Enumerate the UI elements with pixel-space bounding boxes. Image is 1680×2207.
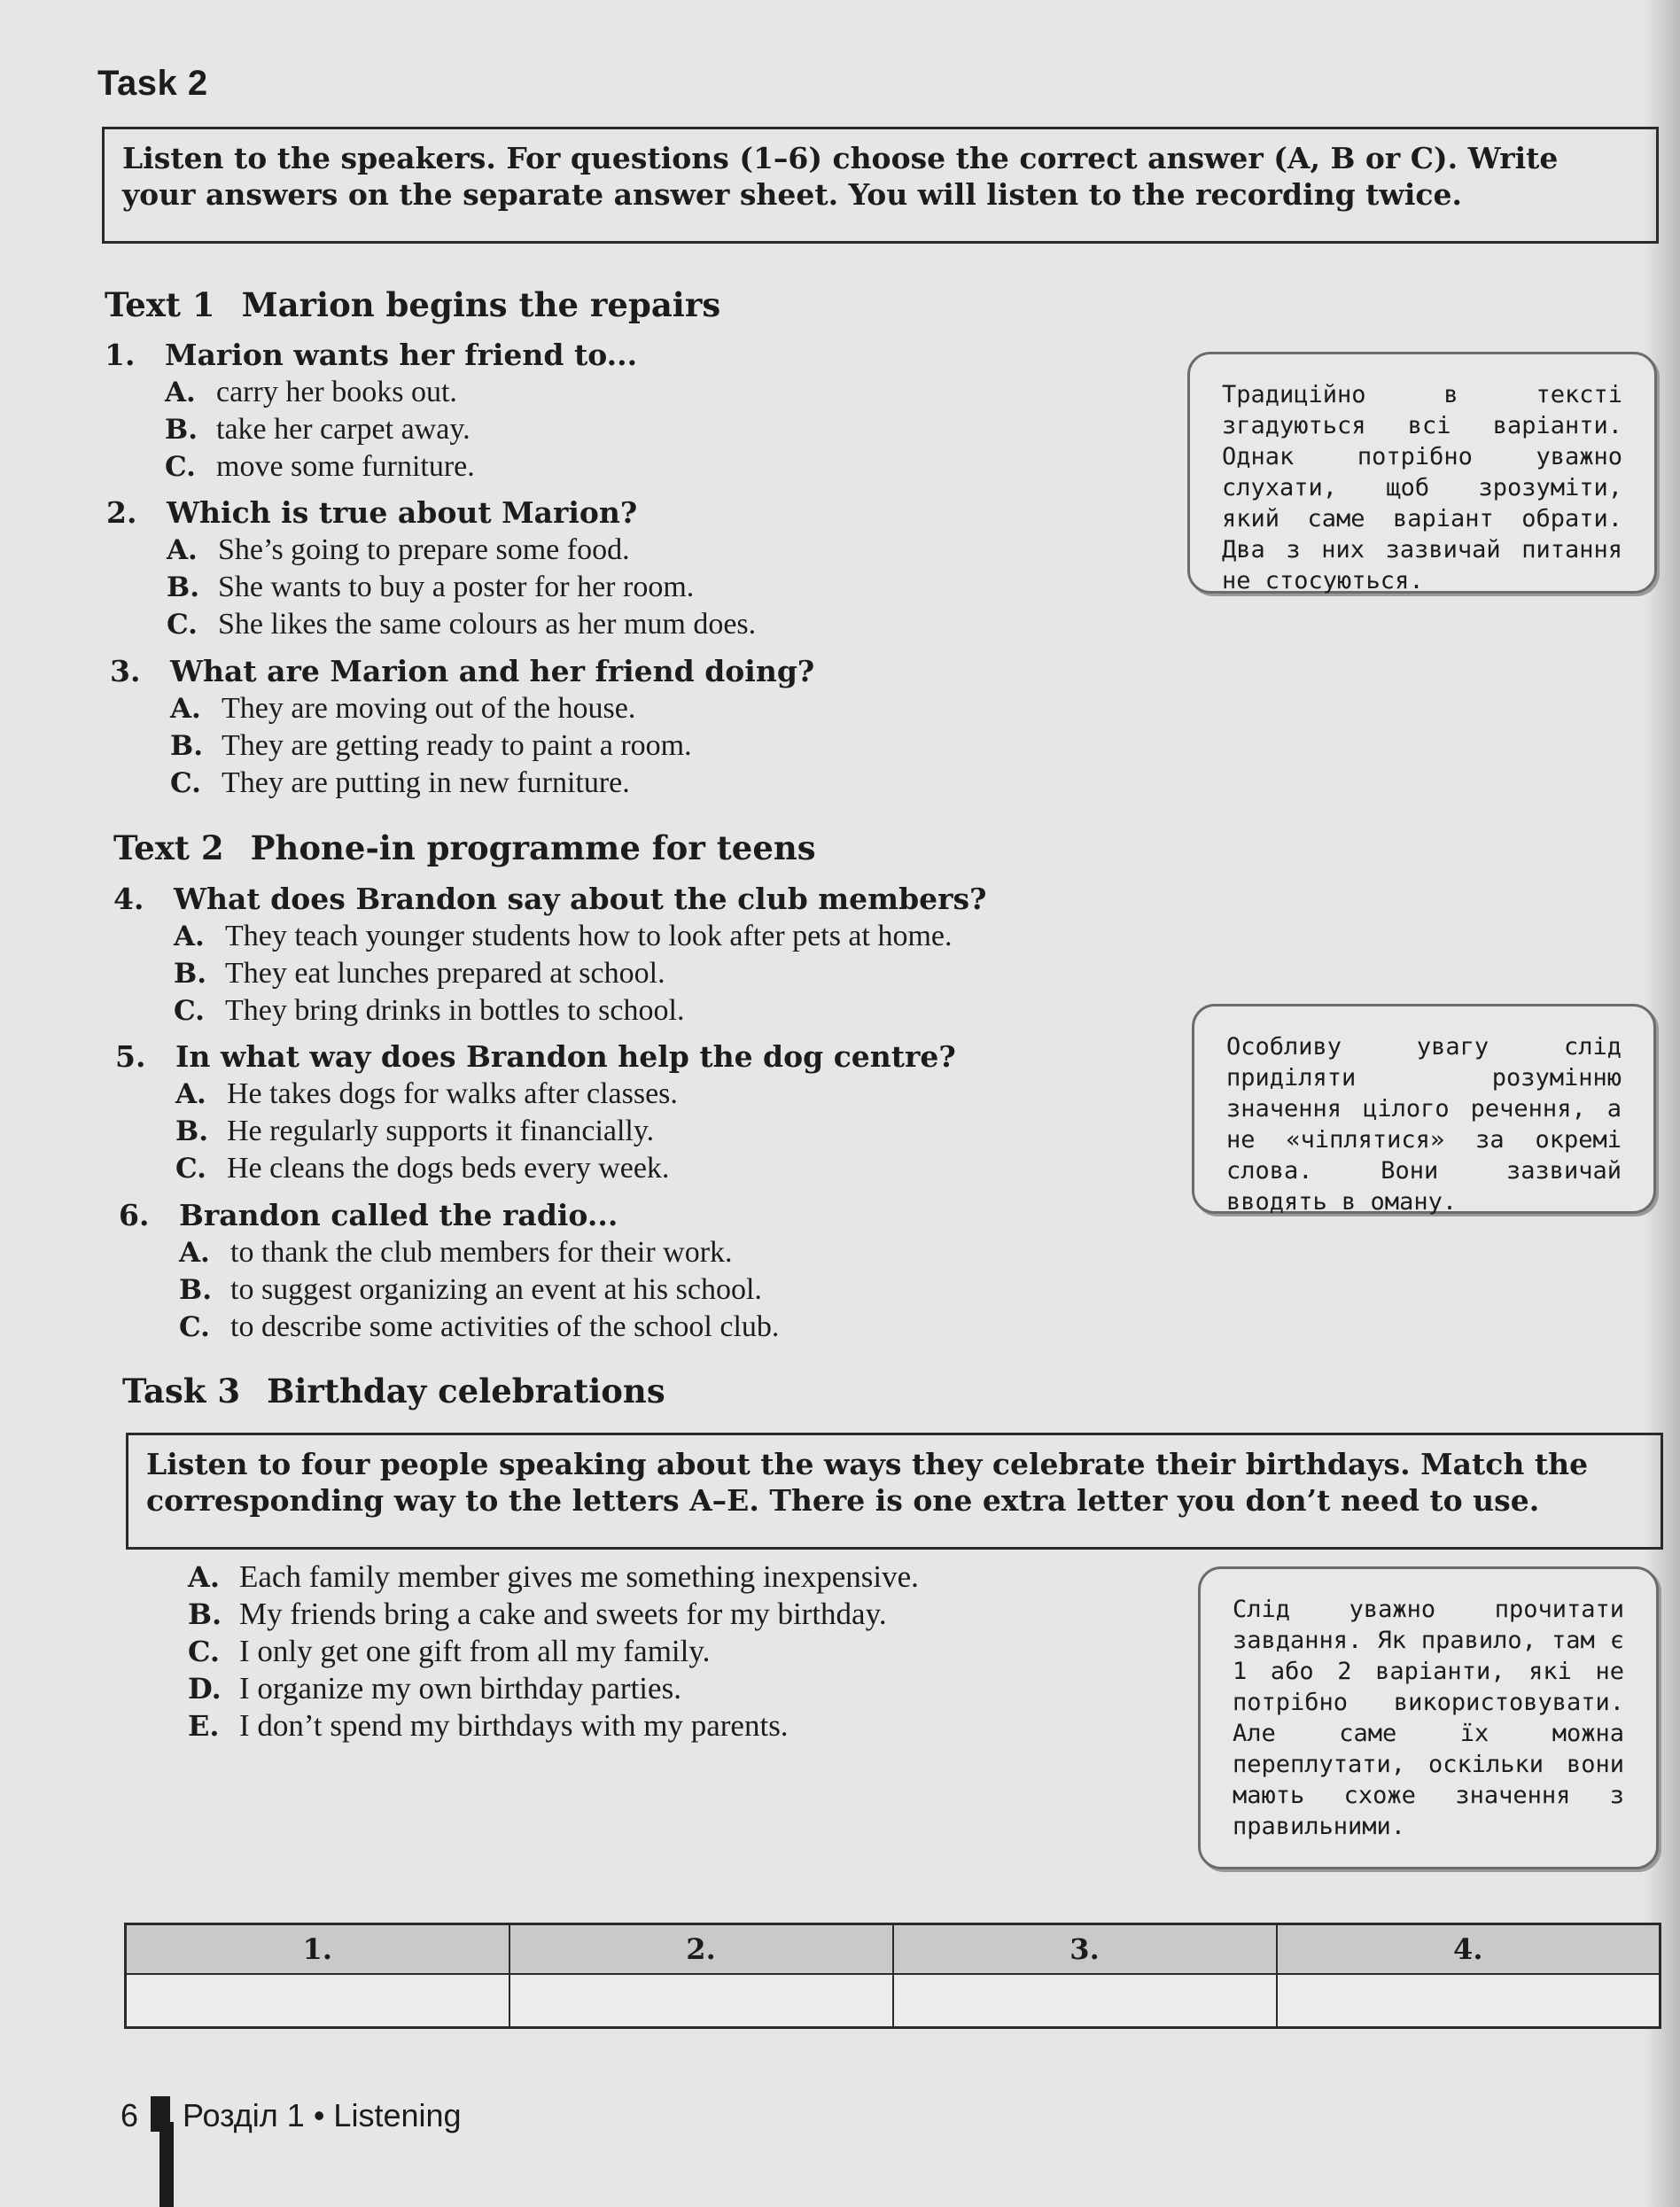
question-5 [115, 1038, 956, 1187]
tip-text: Особливу увагу слід приділяти розумінню значення цілого речення, а не «чіплятися» за окремі слова. Вони зазвичай вводять в оману. [1226, 1033, 1622, 1216]
answer-header-3: 3. [893, 1924, 1277, 1975]
question-stem [110, 653, 814, 690]
question-stem [119, 1197, 779, 1234]
question-number: 1. [105, 338, 136, 372]
task3-instruction-box [126, 1433, 1663, 1550]
answer-header-1: 1. [126, 1924, 509, 1975]
task2-title: Task 2 [97, 64, 208, 103]
question-text: Which is true about Marion? [167, 495, 638, 530]
binding-edge-mark [159, 2122, 174, 2207]
option-a: A. to thank the club members for their work. [179, 1236, 733, 1269]
question-number: 4. [113, 882, 144, 916]
option-a: A. They teach younger students how to look after pets at home. [174, 920, 953, 952]
tip-box-1 [1187, 352, 1657, 594]
question-text: What are Marion and her friend doing? [170, 654, 815, 688]
text2-number: Text 2 [113, 828, 224, 867]
text1-number: Text 1 [105, 285, 215, 324]
question-text: Marion wants her friend to... [165, 338, 638, 372]
task3-title: Birthday celebrations [267, 1372, 665, 1410]
question-number: 2. [106, 495, 137, 530]
question-6 [119, 1197, 779, 1346]
task3-instruction-text: Listen to four people speaking about the ways they celebrate their birthdays. Match the corresponding way to the letters A–E. There is one extra letter you don’t need to use. [146, 1447, 1589, 1518]
question-stem [115, 1038, 956, 1076]
option-c: C. They are putting in new furniture. [170, 766, 630, 799]
task2-instruction-text: Listen to the speakers. For questions (1–6) choose the correct answer (A, B or C). Write your answers on the separate answer sheet. You will listen to the recording twice. [122, 141, 1559, 212]
option-a: A. He takes dogs for walks after classes. [175, 1077, 678, 1110]
text2-title: Phone-in programme for teens [250, 828, 816, 867]
question-number: 5. [115, 1039, 146, 1074]
question-2 [106, 494, 756, 643]
tip-text: Слід уважно прочитати завдання. Як правило, там є 1 або 2 варіанти, які не потрібно використовувати. Але саме їх можна переплутати, оскільки вони мають схоже значення з правильними. [1233, 1596, 1624, 1840]
option-b: B. She wants to buy a poster for her room. [167, 571, 695, 603]
question-stem [105, 337, 637, 374]
task3-heading [122, 1372, 665, 1410]
tip-box-2 [1192, 1004, 1656, 1214]
question-1 [105, 337, 637, 486]
answer-cell-2[interactable] [509, 1974, 893, 2028]
option-a: A. carry her books out. [165, 376, 457, 408]
question-text: In what way does Brandon help the dog centre? [175, 1039, 956, 1074]
option-b: B. take her carpet away. [165, 413, 471, 446]
page-number: 6 [121, 2097, 139, 2133]
question-text: What does Brandon say about the club members? [174, 882, 987, 916]
match-option-a: A. Each family member gives me something inexpensive. [188, 1559, 919, 1594]
text1-title: Marion begins the repairs [241, 285, 721, 324]
option-a: A. She’s going to prepare some food. [167, 533, 630, 566]
option-c: C. He cleans the dogs beds every week. [175, 1152, 670, 1185]
option-a: A. They are moving out of the house. [170, 692, 636, 725]
option-c: C. She likes the same colours as her mum does. [167, 608, 757, 641]
text2-heading [113, 828, 816, 867]
tip-box-3 [1198, 1566, 1659, 1869]
question-stem [113, 881, 986, 918]
task2-instruction-box [102, 127, 1659, 244]
tip-text: Традиційно в тексті згадуються всі варіанти. Однак потрібно уважно слухати, щоб зрозуміти, який саме варіант обрати. Два з них зазвичай питання не стосуються. [1222, 381, 1622, 594]
option-b: B. to suggest organizing an event at his school. [179, 1273, 762, 1306]
option-c: C. to describe some activities of the school club. [179, 1310, 780, 1343]
option-c: C. They bring drinks in bottles to school. [174, 994, 685, 1027]
question-4 [113, 881, 986, 1030]
question-number: 6. [119, 1198, 150, 1232]
question-3 [110, 653, 814, 802]
match-option-d: D. I organize my own birthday parties. [188, 1671, 681, 1706]
answer-table-header-row [126, 1924, 1661, 1975]
answer-header-2: 2. [509, 1924, 893, 1975]
answer-table-answer-row [126, 1974, 1661, 2028]
option-c: C. move some furniture. [165, 450, 475, 483]
option-b: B. He regularly supports it financially. [175, 1115, 655, 1147]
answer-cell-1[interactable] [126, 1974, 509, 2028]
question-text: Brandon called the radio... [179, 1198, 618, 1232]
match-option-e: E. I don’t spend my birthdays with my parents. [188, 1708, 789, 1743]
answer-table [124, 1923, 1661, 2029]
text1-heading [105, 285, 720, 324]
match-option-c: C. I only get one gift from all my family. [188, 1634, 711, 1668]
answer-header-4: 4. [1277, 1924, 1661, 1975]
question-number: 3. [110, 654, 141, 688]
option-b: B. They are getting ready to paint a room. [170, 729, 692, 762]
task3-number: Task 3 [122, 1372, 241, 1410]
option-b: B. They eat lunches prepared at school. [174, 957, 665, 990]
answer-cell-3[interactable] [893, 1974, 1277, 2028]
task3-options [188, 1558, 919, 1745]
match-option-b: B. My friends bring a cake and sweets for my birthday. [188, 1597, 887, 1631]
answer-cell-4[interactable] [1277, 1974, 1661, 2028]
section-label: Розділ 1 • Listening [183, 2097, 462, 2133]
question-stem [106, 494, 756, 532]
